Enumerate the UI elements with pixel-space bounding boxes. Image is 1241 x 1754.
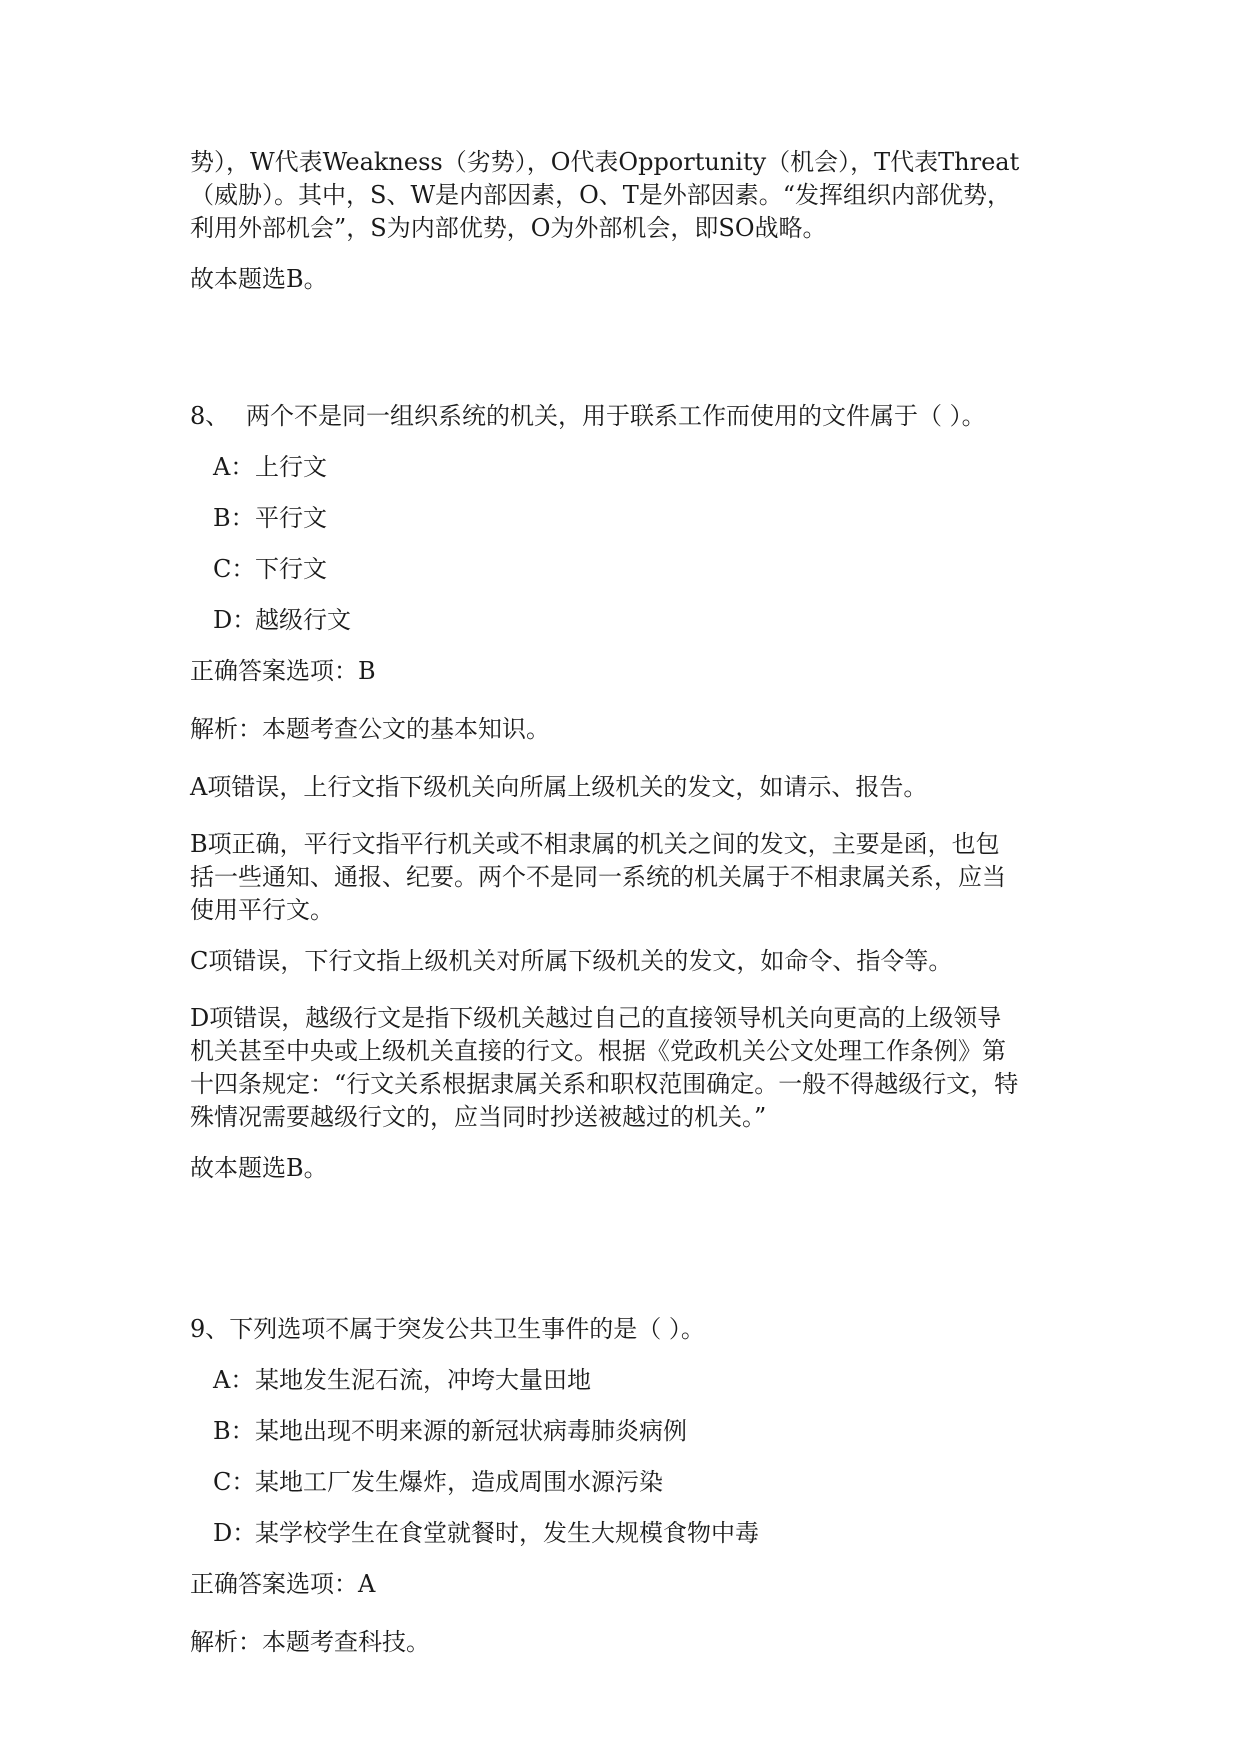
text-line: 括一些通知、通报、纪要。两个不是同一系统的机关属于不相隶属关系，应当: [190, 863, 1006, 891]
question-9: [190, 1312, 1070, 1659]
text-line: 使用平行文。: [190, 896, 334, 924]
conclusion: 故本题选B。: [190, 265, 328, 293]
option-text: 某地工厂发生爆炸，造成周围水源污染: [255, 1468, 663, 1496]
analysis: 解析：本题考查科技。: [190, 1628, 430, 1656]
question-stem: [190, 399, 1070, 433]
correct-answer: 正确答案选项：B: [190, 657, 376, 685]
question-text: 两个不是同一组织系统的机关，用于联系工作而使用的文件属于（ ）。: [246, 402, 986, 430]
option-text: 下行文: [255, 555, 327, 583]
document-page: [190, 146, 1070, 1683]
option-b: [213, 1414, 1070, 1448]
text-line: 机关甚至中央或上级机关直接的行文。根据《党政机关公文处理工作条例》第: [190, 1037, 1006, 1065]
option-a-explanation: A项错误，上行文指下级机关向所属上级机关的发文，如请示、报告。: [190, 773, 928, 801]
option-c-explanation: C项错误，下行文指上级机关对所属下级机关的发文，如命令、指令等。: [190, 947, 953, 975]
option-a: [213, 1363, 1070, 1397]
option-c: [213, 1465, 1070, 1499]
option-key: A：: [213, 453, 255, 481]
question-number: 8、: [190, 402, 230, 430]
text-line: （威胁）。其中，S、W是内部因素，O、T是外部因素。“发挥组织内部优势，: [190, 181, 1012, 209]
question-8: [190, 399, 1070, 1185]
option-key: D：: [213, 606, 257, 634]
option-text: 某地发生泥石流，冲垮大量田地: [255, 1366, 591, 1394]
analysis: 解析：本题考查公文的基本知识。: [190, 715, 550, 743]
option-key: A：: [213, 1366, 255, 1394]
option-b-explanation: [190, 828, 1070, 927]
option-text: 越级行文: [255, 606, 351, 634]
swot-explanation: [190, 146, 1070, 245]
option-text: 平行文: [255, 504, 327, 532]
question-number: 9、: [190, 1315, 230, 1343]
option-text: 上行文: [255, 453, 327, 481]
option-d: [213, 1516, 1070, 1550]
text-line: 十四条规定：“行文关系根据隶属关系和职权范围确定。一般不得越级行文，特: [190, 1070, 1019, 1098]
option-d: [213, 603, 1070, 637]
correct-answer: 正确答案选项：A: [190, 1570, 376, 1598]
option-list: [190, 450, 1070, 637]
text-line: 势），W代表Weakness（劣势），O代表Opportunity（机会），T代表Threat: [190, 148, 1020, 176]
option-list: [190, 1363, 1070, 1550]
option-key: B：: [213, 1417, 255, 1445]
option-a: [213, 450, 1070, 484]
text-line: 利用外部机会”，S为内部优势，O为外部机会，即SO战略。: [190, 214, 827, 242]
option-text: 某学校学生在食堂就餐时，发生大规模食物中毒: [255, 1519, 759, 1547]
text-line: 殊情况需要越级行文的，应当同时抄送被越过的机关。”: [190, 1103, 767, 1131]
option-c: [213, 552, 1070, 586]
option-text: 某地出现不明来源的新冠状病毒肺炎病例: [255, 1417, 687, 1445]
option-key: C：: [213, 555, 256, 583]
conclusion: 故本题选B。: [190, 1154, 328, 1182]
option-d-explanation: [190, 1002, 1070, 1134]
option-key: C：: [213, 1468, 256, 1496]
question-stem: [190, 1312, 1070, 1346]
text-line: D项错误，越级行文是指下级机关越过自己的直接领导机关向更高的上级领导: [190, 1004, 1002, 1032]
text-line: B项正确，平行文指平行机关或不相隶属的机关之间的发文，主要是函，也包: [190, 830, 1000, 858]
option-b: [213, 501, 1070, 535]
question-text: 下列选项不属于突发公共卫生事件的是（ ）。: [229, 1315, 705, 1343]
option-key: B：: [213, 504, 255, 532]
option-key: D：: [213, 1519, 257, 1547]
